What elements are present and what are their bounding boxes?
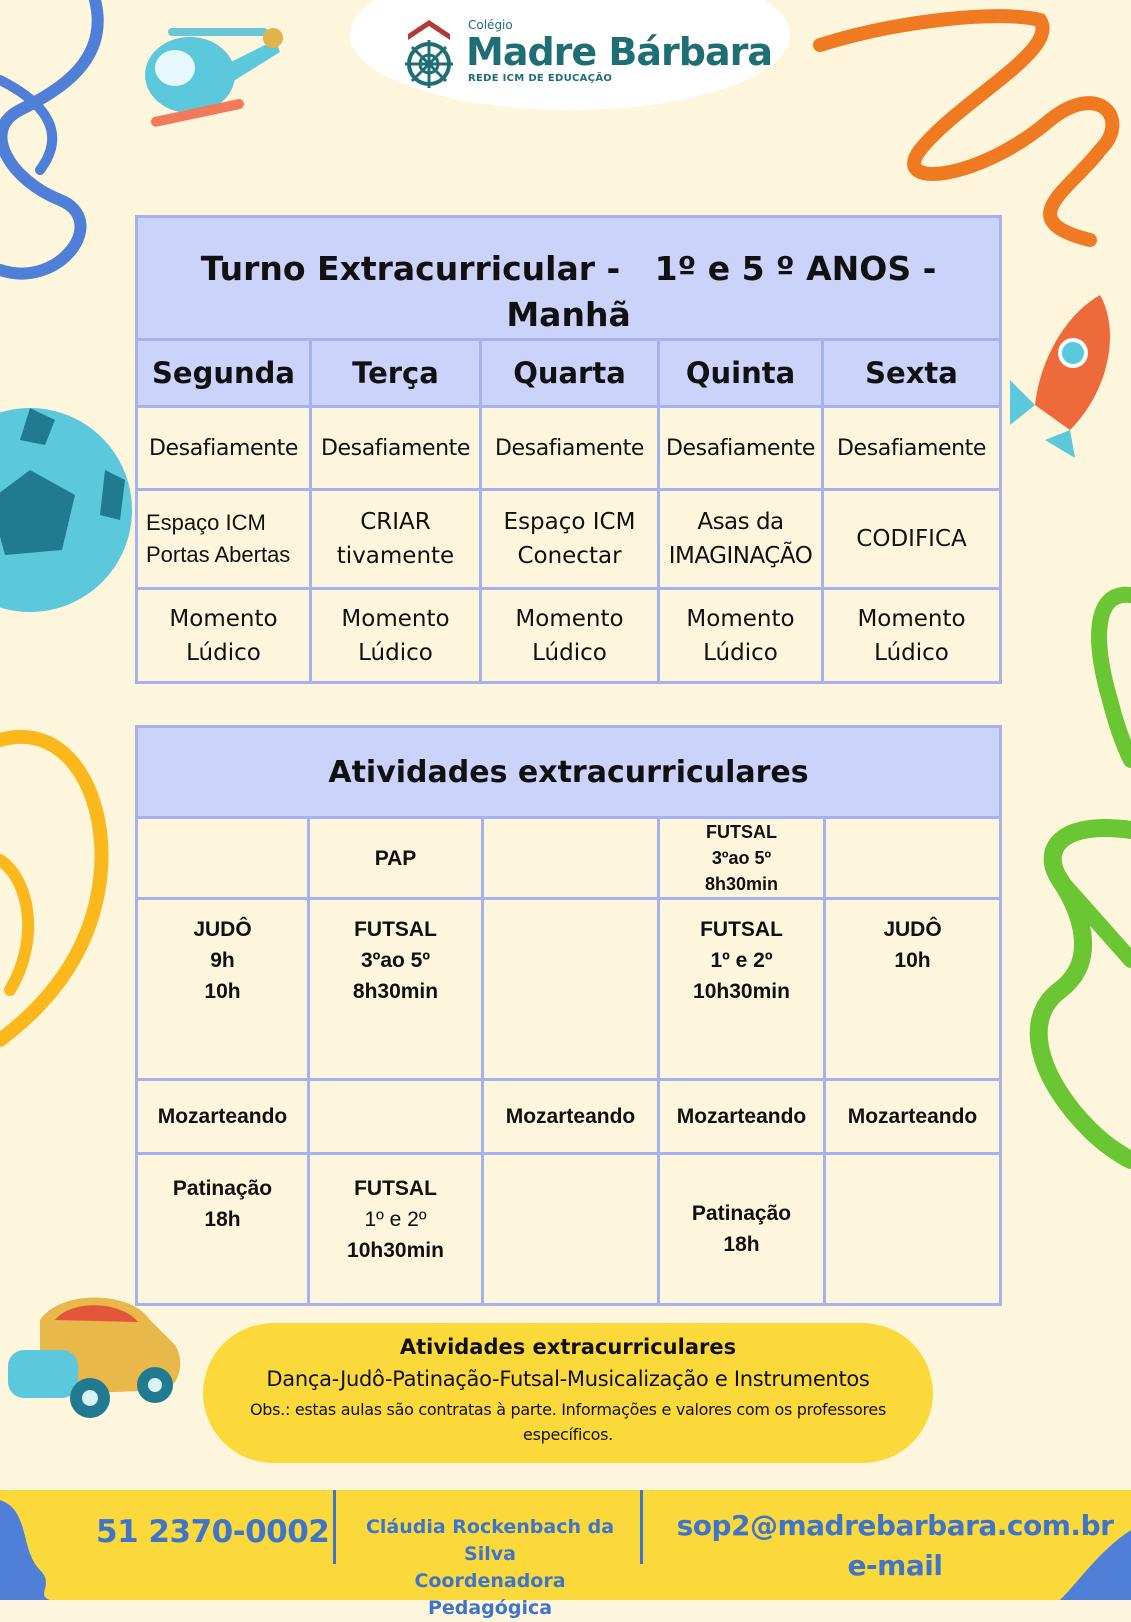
toy-car-icon: [8, 1298, 180, 1419]
logo-name: Madre Bárbara: [466, 30, 772, 74]
info-note: Obs.: estas aulas são contratas à parte. Informações e valores com os professores específicos.: [250, 1400, 886, 1444]
table-cell: [823, 589, 1001, 683]
cell-line: FUTSAL: [354, 918, 437, 941]
email-contact: [660, 1506, 1130, 1586]
info-title: Atividades extracurriculares: [399, 1335, 737, 1359]
school-emblem-icon: [398, 12, 460, 92]
table-cell: [659, 818, 825, 899]
cell-line: 3ºao 5º: [360, 949, 431, 972]
extracurricular-info-banner: [203, 1323, 933, 1463]
cell-line: 9h: [210, 949, 235, 972]
cell-line: 1º e 2º: [710, 949, 773, 972]
cell-line: CODIFICA: [856, 526, 967, 552]
table-cell: [137, 589, 311, 683]
helicopter-icon: [145, 28, 283, 128]
footer-divider: [333, 1490, 336, 1564]
extracurricular-title: Atividades extracurriculares: [137, 727, 1001, 818]
table-cell: [825, 899, 1001, 1080]
school-logo: [380, 0, 772, 110]
green-zigzag-decoration: [1099, 595, 1131, 760]
table-cell: [309, 899, 483, 1080]
table-cell: [309, 818, 483, 899]
table-cell: Desafiamente: [823, 407, 1001, 490]
table-cell: [137, 490, 311, 589]
cell-line: Lúdico: [358, 639, 433, 666]
cell-line: Momento: [857, 605, 966, 632]
table-cell: [309, 1154, 483, 1305]
cell-line: 3ºao 5º: [711, 848, 772, 868]
phone-number[interactable]: 51 2370-0002: [96, 1514, 330, 1550]
cell-line: JUDÔ: [193, 918, 252, 941]
info-activity-list: Dança-Judô-Patinação-Futsal-Musicalização e Instrumentos: [266, 1367, 870, 1391]
table-cell: [481, 589, 659, 683]
cell-line: Espaço ICM: [146, 510, 266, 535]
cell-line: 18h: [723, 1233, 760, 1256]
cell-line: Mozarteando: [847, 1105, 978, 1128]
cell-line: Conectar: [517, 543, 622, 569]
cell-line: Lúdico: [532, 639, 607, 666]
email-address[interactable]: sop2@madrebarbara.com.br: [676, 1509, 1114, 1542]
cell-line: 10h30min: [693, 980, 790, 1003]
cell-line: Lúdico: [874, 639, 949, 666]
cell-line: 8h30min: [704, 874, 779, 894]
day-header: Sexta: [823, 340, 1001, 407]
email-label: e-mail: [847, 1549, 943, 1582]
table-cell: [137, 899, 309, 1080]
footer-bar: [0, 1490, 1131, 1619]
day-header: Segunda: [137, 340, 311, 407]
logo-subtitle: REDE ICM DE EDUCAÇÃO: [468, 73, 613, 84]
cell-line: 1º e 2º: [364, 1208, 427, 1231]
table-cell: [483, 818, 659, 899]
extracurricular-table: [135, 725, 1002, 1306]
cell-line: FUTSAL: [700, 918, 783, 941]
table-cell: [483, 1080, 659, 1154]
cell-line: 10h: [894, 949, 931, 972]
cell-line: Momento: [341, 605, 450, 632]
table-cell: Desafiamente: [137, 407, 311, 490]
cell-line: Lúdico: [186, 639, 261, 666]
cell-line: Lúdico: [703, 639, 778, 666]
schedule-title-line1: Turno Extracurricular - 1º e 5 º ANOS -: [200, 249, 937, 288]
table-cell: [137, 818, 309, 899]
table-cell: [483, 899, 659, 1080]
cell-line: tivamente: [336, 543, 455, 569]
cell-line: PAP: [374, 846, 417, 870]
table-cell: [659, 1154, 825, 1305]
table-cell: Desafiamente: [659, 407, 823, 490]
cell-line: Momento: [515, 605, 624, 632]
table-cell: Desafiamente: [481, 407, 659, 490]
table-cell: [311, 490, 481, 589]
schedule-table: [135, 215, 1002, 684]
logo-small-text: Colégio: [468, 18, 513, 32]
cell-line: Patinação: [172, 1177, 273, 1200]
cell-line: Momento: [169, 605, 278, 632]
footer-divider: [640, 1490, 643, 1564]
cell-line: 10h30min: [347, 1239, 444, 1262]
table-cell: [311, 589, 481, 683]
cell-line: Asas da: [697, 509, 784, 535]
cell-line: Mozarteando: [157, 1105, 288, 1128]
cell-line: Patinação: [691, 1202, 792, 1225]
coordinator-role: Coordenadora Pedagógica: [414, 1570, 566, 1619]
table-cell: [659, 589, 823, 683]
soccer-ball-icon: [0, 408, 132, 612]
rocket-icon: [1010, 295, 1110, 458]
table-cell: [481, 490, 659, 589]
cell-line: Mozarteando: [676, 1105, 807, 1128]
cell-line: 18h: [204, 1208, 241, 1231]
cell-line: Momento: [686, 605, 795, 632]
coordinator-info: [350, 1514, 630, 1622]
table-cell: [823, 490, 1001, 589]
table-cell: [659, 490, 823, 589]
table-cell: [309, 1080, 483, 1154]
table-cell: [825, 818, 1001, 899]
orange-squiggle-decoration: [820, 16, 1112, 240]
table-cell: [137, 1154, 309, 1305]
cell-line: Espaço ICM: [503, 509, 636, 535]
schedule-title: [137, 217, 1001, 340]
cell-line: 8h30min: [352, 980, 439, 1003]
cell-line: IMAGINAÇÃO: [668, 543, 813, 569]
schedule-title-line2: Manhã: [506, 295, 631, 334]
cell-line: Mozarteando: [505, 1105, 636, 1128]
table-cell: [659, 899, 825, 1080]
coordinator-name: Cláudia Rockenbach da Silva: [365, 1516, 615, 1565]
table-cell: [825, 1154, 1001, 1305]
table-cell: [137, 1080, 309, 1154]
cell-line: CRIAR: [360, 509, 431, 535]
day-header: Quarta: [481, 340, 659, 407]
day-header: Quinta: [659, 340, 823, 407]
cell-line: FUTSAL: [706, 822, 777, 842]
table-cell: Desafiamente: [311, 407, 481, 490]
cell-line: JUDÔ: [883, 918, 942, 941]
day-header: Terça: [311, 340, 481, 407]
cell-line: 10h: [204, 980, 241, 1003]
table-cell: [659, 1080, 825, 1154]
table-cell: [825, 1080, 1001, 1154]
table-cell: [483, 1154, 659, 1305]
cell-line: Portas Abertas: [146, 542, 291, 567]
cell-line: FUTSAL: [354, 1177, 437, 1200]
